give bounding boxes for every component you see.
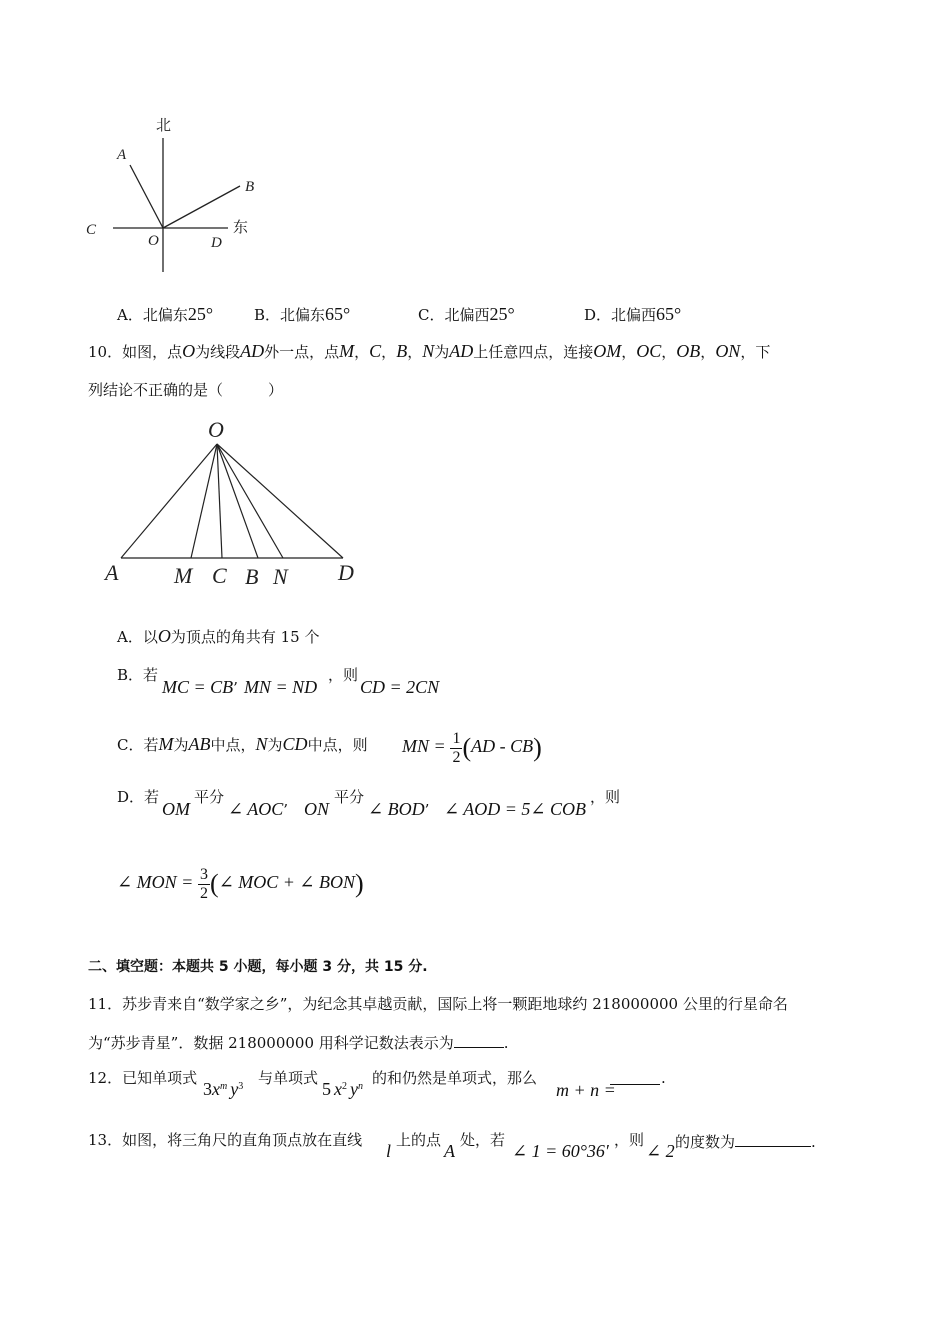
q11-answer-blank[interactable] xyxy=(454,1031,504,1048)
ray-OB xyxy=(163,186,240,228)
q10-option-b-result: CD = 2CN xyxy=(360,677,440,697)
q13-point-a: A xyxy=(444,1141,455,1161)
fraction-three-halves: $\frac{3}{2}$ xyxy=(200,865,209,902)
segment-OD xyxy=(217,444,343,558)
q13-text-4: ，则 xyxy=(614,1131,645,1149)
q13-text-2: 上的点 xyxy=(396,1131,442,1149)
point-B-label: B xyxy=(245,179,255,195)
q12-text-3: 的和仍然是单项式，那么 xyxy=(372,1069,538,1087)
q10-stem-line2: 列结论不正确的是（ ） xyxy=(88,381,284,399)
segment-OC xyxy=(217,444,222,558)
q13-text-5: 的度数为 . xyxy=(675,1130,816,1152)
direction-figure xyxy=(80,110,280,280)
q12-text-2: 与单项式 xyxy=(258,1069,319,1087)
q10-option-d-bisect2: 平分 xyxy=(334,788,365,806)
q12-answer-blank[interactable] xyxy=(610,1083,660,1085)
q10-option-d-bisect1: 平分 xyxy=(194,788,225,806)
point-N-label: N xyxy=(273,564,288,589)
point-O-label: O xyxy=(208,417,224,442)
point-A-label: A xyxy=(117,147,127,163)
segment-OM xyxy=(191,444,217,558)
q10-option-b-label: B．若 xyxy=(117,666,159,684)
q12-line: 12．已知单项式 xyxy=(88,1069,198,1087)
q12-monomial-1: $3x^m$ $y^3$ xyxy=(203,1079,244,1099)
q11-line2: 为“苏步青星”．数据 218000000 用科学记数法表示为 . xyxy=(88,1031,509,1053)
point-C-label: C xyxy=(86,222,97,238)
q11-line1: 11．苏步青来自“数学家之乡”，为纪念其卓越贡献，国际上将一颗距地球约 218000000 公里的行星命名 xyxy=(88,995,788,1013)
point-B-label: B xyxy=(245,564,259,589)
point-D-label: D xyxy=(211,235,222,251)
q10-option-d-then: ，则 xyxy=(590,788,621,806)
q9-option-d: D．北偏西65° xyxy=(584,304,682,324)
q10-option-d-relation: ∠ AOD = 5∠ COB xyxy=(444,799,586,819)
q9-option-c: C．北偏西25° xyxy=(418,304,515,324)
q9-option-a: A．北偏东25° xyxy=(117,304,214,324)
segment-ON xyxy=(217,444,283,558)
q9-option-b: B．北偏东65° xyxy=(254,304,351,324)
ray-OA xyxy=(130,165,163,228)
q13-text-1: 13．如图，将三角尺的直角顶点放在直线 xyxy=(88,1131,363,1149)
q10-option-d-label: D．若 xyxy=(117,788,160,806)
point-C-label: C xyxy=(212,563,227,588)
q10-option-b-then: ，则 xyxy=(328,666,359,684)
q10-option-d-bod: ∠ BOD’ xyxy=(368,799,430,819)
point-D-label: D xyxy=(338,560,354,585)
q13-angle-1: ∠ 1 = 60°36′ xyxy=(512,1141,609,1161)
point-O-label: O xyxy=(148,233,159,249)
q13-line-l: l xyxy=(386,1141,392,1161)
q10-option-d-formula: ∠ MON = $\frac{3}{2}$ (∠ MOC + ∠ BON) xyxy=(117,865,364,902)
fraction-one-half: $\frac{1}{2}$ xyxy=(452,729,461,766)
q12-monomial-2: 5 $x^2$ $y^n$ xyxy=(322,1079,363,1099)
q10-option-c-formula: MN = $\frac{1}{2}$ (AD - CB) xyxy=(402,729,542,766)
q13-answer-blank[interactable] xyxy=(735,1130,811,1147)
section-heading-fill-in: 二、填空题：本题共 5 小题，每小题 3 分，共 15 分. xyxy=(88,959,428,975)
q10-option-d-aoc: ∠ AOC’ xyxy=(228,799,289,819)
q10-option-b-expr: MC = CB’ MN = ND xyxy=(162,677,318,697)
east-label: 东 xyxy=(233,218,249,236)
q13-text-3: 处，若 xyxy=(460,1131,506,1149)
segment-OA xyxy=(121,444,217,558)
q10-option-a: A．以O为顶点的角共有 15 个 xyxy=(117,626,320,646)
q10-option-d-on: ON xyxy=(304,799,330,819)
north-label: 北 xyxy=(156,116,172,134)
point-M-label: M xyxy=(174,563,193,588)
point-A-label: A xyxy=(105,560,119,585)
q10-stem-line1: 10．如图，点O为线段AD外一点，点M，C，B，N为AD上任意四点，连接OM，OC，OB，ON，下 xyxy=(88,341,771,361)
q13-angle-2: ∠ 2 xyxy=(646,1141,675,1161)
q12-answer: m + n = xyxy=(556,1080,616,1100)
q10-option-d-om: OM xyxy=(162,799,190,819)
q12-end: . xyxy=(661,1069,666,1087)
q10-option-c: C．若M为AB中点，N为CD中点，则 xyxy=(117,734,368,754)
segment-figure xyxy=(95,412,375,592)
segment-OB xyxy=(217,444,258,558)
